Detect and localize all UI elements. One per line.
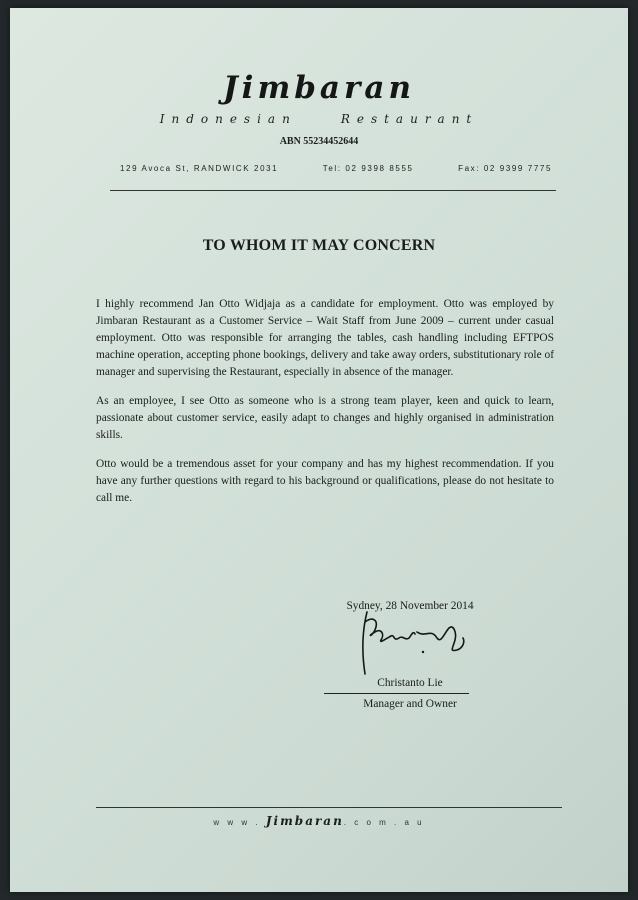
tagline-right: Restaurant <box>340 112 479 126</box>
letter-date: Sydney, 28 November 2014 <box>346 600 474 612</box>
website-brand: Jimbaran <box>265 814 344 828</box>
fax: Fax: 02 9399 7775 <box>458 164 552 173</box>
telephone: Tel: 02 9398 8555 <box>322 164 414 173</box>
header-divider <box>110 190 556 191</box>
tagline-left: Indonesian <box>159 112 297 126</box>
address: 129 Avoca St, RANDWICK 2031 <box>120 164 279 173</box>
website-prefix: w w w . <box>213 818 261 827</box>
restaurant-logo: Jimbaran <box>223 70 415 106</box>
body-paragraph: As an employee, I see Otto as someone who is a strong team player, keen and quick to learn, passionate about customer service, easily adapt to changes and highly organised in administration skills. <box>96 395 554 441</box>
contact-line <box>120 164 552 173</box>
abn-number: ABN 55234452644 <box>279 136 359 147</box>
footer-website <box>10 814 628 828</box>
signer-title: Manager and Owner <box>363 698 457 710</box>
website-suffix: . c o m . a u <box>343 818 425 827</box>
signer-name: Christanto Lie <box>377 677 443 689</box>
letter-body <box>96 296 554 519</box>
signature-line <box>324 693 469 694</box>
body-paragraph: Otto would be a tremendous asset for your company and has my highest recommendation. If you have any further questions with regard to his background or qualifications, please do not hesitate to call me. <box>96 458 554 504</box>
letter-page <box>10 8 628 892</box>
footer-divider <box>96 807 562 808</box>
handwritten-signature <box>345 608 475 680</box>
body-paragraph: I highly recommend Jan Otto Widjaja as a candidate for employment. Otto was employed by Jimbaran Restaurant as a Customer Service – Wait Staff from June 2009 – current under casual employment. Otto was responsible for arranging the tables, cash handling including EFTPOS machine operation, accepting phone bookings, delivery and take away orders, substitutionary role of manager and supervising the Restaurant, especially in absence of the manager. <box>96 298 554 378</box>
letter-heading: TO WHOM IT MAY CONCERN <box>202 237 436 254</box>
restaurant-tagline <box>10 112 628 126</box>
